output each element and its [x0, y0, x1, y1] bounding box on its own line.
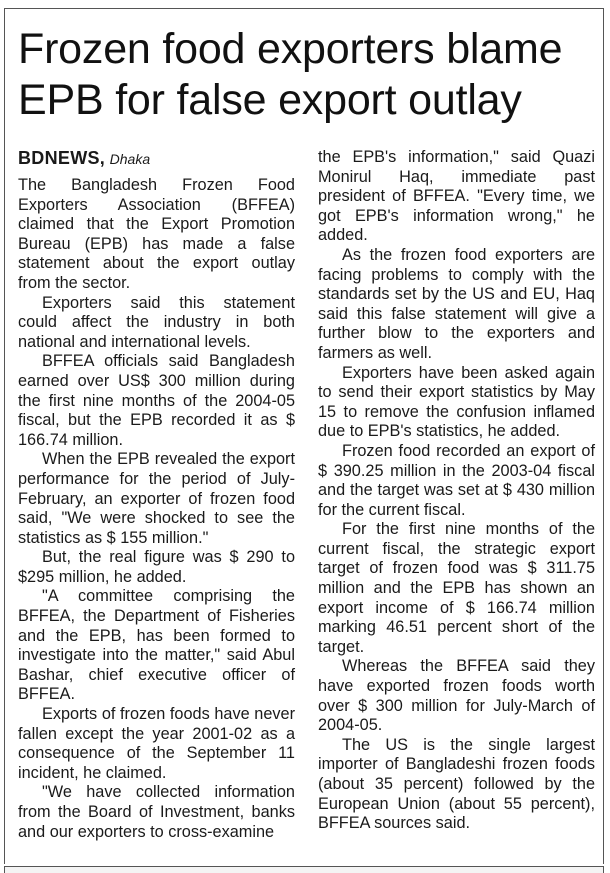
paragraph: Exporters have been asked again to send their export statistics by May 15 to remove the confusion inflamed due to EPB's statistics, he added. [318, 363, 595, 441]
paragraph: For the first nine months of the current fiscal, the strategic export target of frozen food was $ 311.75 million and the EPB has shown an export income of $ 166.74 million marking 46.51 percent short of the target. [318, 520, 595, 656]
article-column-right [318, 148, 595, 834]
byline-place: Dhaka [109, 151, 151, 167]
paragraph: When the EPB revealed the export performance for the period of July-February, an exporter of frozen food said, "We were shocked to see the statistics as $ 155 million." [18, 450, 295, 547]
paragraph: the EPB's information," said Quazi Monirul Haq, immediate past president of BFFEA. "Every time, we got EPB's information wrong," he added. [318, 148, 595, 245]
paragraph: "We have collected information from the Board of Investment, banks and our exporters to cross-examine [18, 783, 295, 841]
paragraph: "A committee comprising the BFFEA, the Department of Fisheries and the EPB, has been formed to investigate into the matter," said Abul Bashar, chief executive officer of BFFEA. [18, 587, 295, 704]
byline [18, 148, 295, 169]
paragraph: The Bangladesh Frozen Food Exporters Association (BFFEA) claimed that the Export Promotion Bureau (EPB) has made a false statement about the export outlay from the sector. [18, 176, 295, 292]
next-article-edge [4, 866, 604, 873]
paragraph: The US is the single largest importer of Bangladeshi frozen foods (about 35 percent) followed by the European Union (about 55 percent), BFFEA sources said. [318, 735, 595, 833]
article-headline: Frozen food exporters blame EPB for false export outlay [18, 25, 563, 124]
byline-source: BDNEWS, [18, 148, 106, 168]
paragraph: Exporters said this statement could affect the industry in both national and international levels. [18, 293, 295, 351]
paragraph: Exports of frozen foods have never fallen except the year 2001-02 as a consequence of the September 11 incident, he claimed. [18, 705, 295, 782]
paragraph: Whereas the BFFEA said they have exported frozen foods worth over $ 300 million for July-March of 2004-05. [318, 657, 595, 735]
article-column-left [18, 148, 295, 842]
paragraph: BFFEA officials said Bangladesh earned over US$ 300 million during the first nine months of the 2004-05 fiscal, but the EPB recorded it as $ 166.74 million. [18, 352, 295, 449]
paragraph: Frozen food recorded an export of $ 390.25 million in the 2003-04 fiscal and the target was set at $ 430 million for the current fiscal. [318, 441, 595, 519]
paragraph: As the frozen food exporters are facing problems to comply with the standards set by the US and EU, Haq said this false statement will give a further blow to the exporters and farmers as well. [318, 245, 595, 362]
paragraph: But, the real figure was $ 290 to $295 million, he added. [18, 548, 295, 586]
